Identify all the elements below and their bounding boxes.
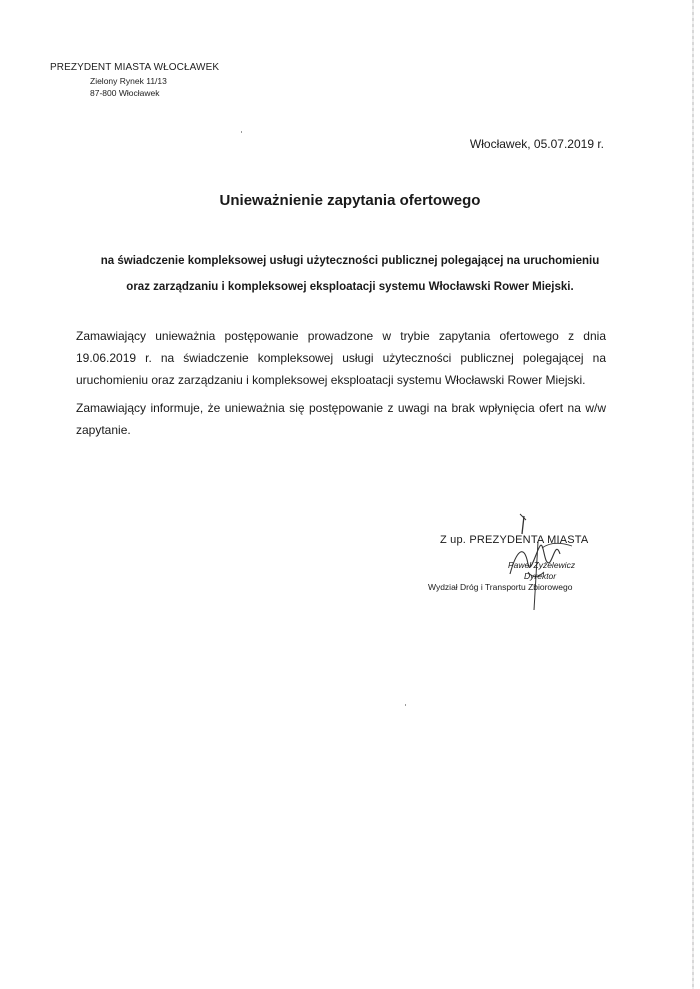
stamp-title: PREZYDENT MIASTA WŁOCŁAWEK (50, 62, 220, 73)
scan-edge-artifact (692, 0, 694, 989)
document-subtitle (80, 248, 620, 300)
sender-stamp (50, 62, 220, 99)
body-paragraph: Zamawiający unieważnia postępowanie prowadzone w trybie zapytania ofertowego z dnia 19.06.2019 r. na świadczenie kompleksowej usługi użyteczności publicznej polegającej na uruchomieniu oraz zarządzaniu i kompleksowej eksploatacji systemu Włocławski Rower Miejski. (76, 329, 606, 387)
scan-speck (241, 131, 242, 133)
stamp-city: 87-800 Włocławek (90, 88, 160, 98)
document-date: Włocławek, 05.07.2019 r. (469, 137, 604, 151)
stamp-street: Zielony Rynek 11/13 (90, 76, 167, 86)
signature-block (424, 528, 624, 608)
body-paragraph: Zamawiający informuje, że unieważnia się postępowanie z uwagi na brak wpłynięcia ofert na w/w zapytanie. (76, 401, 606, 437)
signatory-department: Wydział Dróg i Transportu Zbiorowego (428, 582, 573, 592)
scan-speck (405, 704, 406, 706)
document-body (76, 325, 606, 447)
signature-authority: Z up. PREZYDENTA MIASTA (440, 534, 589, 546)
subtitle-line: oraz zarządzaniu i kompleksowej eksploatacji systemu Włocławski Rower Miejski. (126, 281, 574, 293)
subtitle-line: na świadczenie kompleksowej usługi użyteczności publicznej polegającej na uruchomieniu (100, 255, 600, 267)
document-title: Unieważnienie zapytania ofertowego (219, 192, 481, 209)
signatory-role: Dyrektor (524, 571, 557, 581)
signatory-name: Paweł Żyżelewicz (508, 560, 576, 570)
